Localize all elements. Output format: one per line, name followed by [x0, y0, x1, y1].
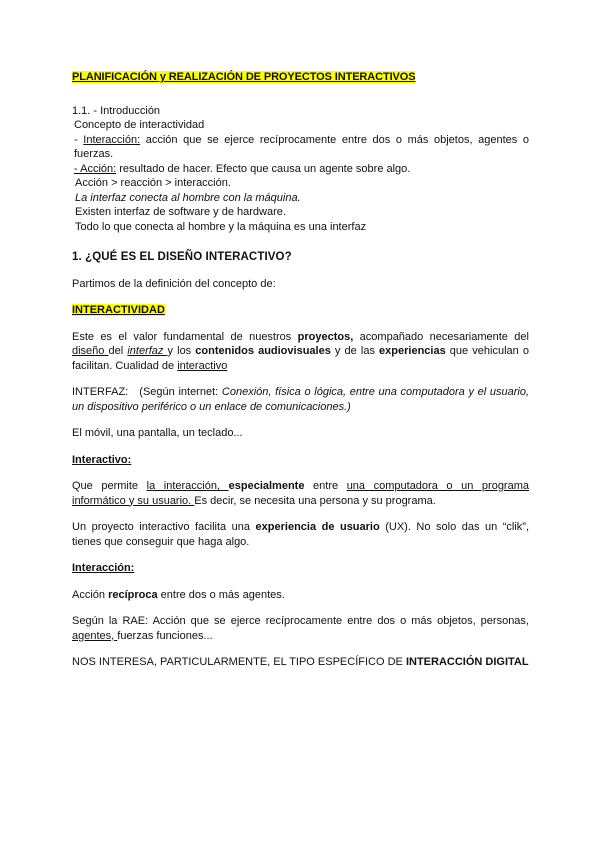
interfaz-summary-line: Todo lo que conecta al hombre y la máquina es una interfaz — [75, 220, 367, 233]
underlined-interaccion: la interacción, — [146, 480, 229, 492]
underlined-agentes: agentes, — [72, 629, 118, 642]
text: que vehiculan o facilitan. Cualidad de — [72, 345, 529, 372]
interaccion-term: Interacción: — [83, 133, 141, 146]
interactivo-heading: Interactivo: — [72, 453, 132, 466]
accion-term: - Acción: — [74, 162, 117, 175]
interaccion-definition — [72, 133, 529, 162]
text: Que permite — [72, 480, 147, 492]
interactividad-keyword-line — [72, 303, 529, 318]
bold-proyectos: proyectos, — [297, 330, 354, 343]
text: NOS INTERESA, PARTICULARMENTE, EL TIPO ESPECÍFICO DE — [72, 656, 406, 668]
interfaz-examples: El móvil, una pantalla, un teclado... — [72, 427, 243, 439]
document-content — [72, 70, 529, 670]
section1-heading: 1. ¿QUÉ ES EL DISEÑO INTERACTIVO? — [72, 251, 292, 263]
closing-paragraph — [72, 655, 529, 670]
interaccion-def: acción que se ejerce recíprocamente entre dos o más objetos, agentes o fuerzas. — [74, 133, 529, 160]
interactividad-keyword: INTERACTIVIDAD — [72, 304, 165, 316]
text: Un proyecto interactivo facilita una — [72, 521, 256, 533]
interactividad-paragraph — [72, 330, 529, 374]
text: Acción — [72, 588, 109, 601]
text: entre dos o más agentes. — [157, 588, 285, 601]
interfaz-italic-line: La interfaz conecta al hombre con la máquina. — [75, 191, 301, 204]
accion-chain: Acción > reacción > interacción. — [75, 177, 231, 189]
accion-def: resultado de hacer. Efecto que causa un agente sobre algo. — [116, 162, 411, 175]
interfaz-label: INTERFAZ: — [72, 386, 129, 398]
intro-concept: Concepto de interactividad — [74, 119, 205, 131]
rae-paragraph — [72, 614, 529, 643]
text: y los — [167, 345, 196, 357]
interfaz-definition — [72, 385, 529, 414]
underlined-interfaz: interfaz — [127, 345, 168, 357]
accion-definition — [72, 162, 529, 177]
interfaz-source: (Según internet: — [128, 386, 222, 398]
interactivo-paragraph — [72, 479, 529, 508]
text: y de las — [330, 345, 380, 357]
bold-contenidos: contenidos audiovisuales — [195, 345, 331, 357]
text: fuerzas funciones... — [117, 629, 213, 642]
underlined-diseno: diseño — [72, 345, 109, 357]
intro-section-number: 1.1. - Introducción — [72, 104, 161, 117]
text: Según la RAE: Acción que se ejerce recíprocamente entre dos o más objetos, personas, — [72, 615, 529, 627]
text: (UX). No solo das un “clik”, tienes que conseguir que haga algo. — [72, 521, 529, 548]
intro-section — [72, 104, 529, 235]
ux-paragraph — [72, 520, 529, 549]
text: entre — [304, 480, 347, 492]
text: acompañado necesariamente del — [353, 330, 529, 343]
underlined-interactivo: interactivo — [177, 359, 228, 372]
interfaz-def: Conexión, física o lógica, entre una computadora y el usuario, un dispositivo periférico o un enlace de comunicaciones.) — [72, 386, 530, 413]
document-title-line — [72, 70, 529, 85]
bold-reciproca: recíproca — [108, 588, 158, 601]
document-title: PLANIFICACIÓN y REALIZACIÓN DE PROYECTOS INTERACTIVOS — [72, 71, 416, 83]
bold-interaccion-digital: INTERACCIÓN DIGITAL — [405, 656, 529, 668]
bold-experiencias: experiencias — [379, 345, 446, 357]
bold-especialmente: especialmente — [228, 480, 305, 492]
interaccion-heading: Interacción: — [72, 562, 135, 574]
text: Este es el valor fundamental de nuestros — [72, 330, 298, 343]
interaccion-paragraph — [72, 588, 529, 603]
bold-experiencia-usuario: experiencia de usuario — [255, 521, 380, 533]
text: del — [108, 345, 128, 357]
underlined-computadora: una computadora o un programa informático y su usuario. — [72, 480, 529, 507]
interfaz-types-line: Existen interfaz de software y de hardware. — [75, 206, 286, 218]
text: Es decir, se necesita una persona y su programa. — [194, 494, 436, 507]
section1-lead: Partimos de la definición del concepto de: — [72, 277, 276, 290]
dash: - — [74, 133, 84, 146]
